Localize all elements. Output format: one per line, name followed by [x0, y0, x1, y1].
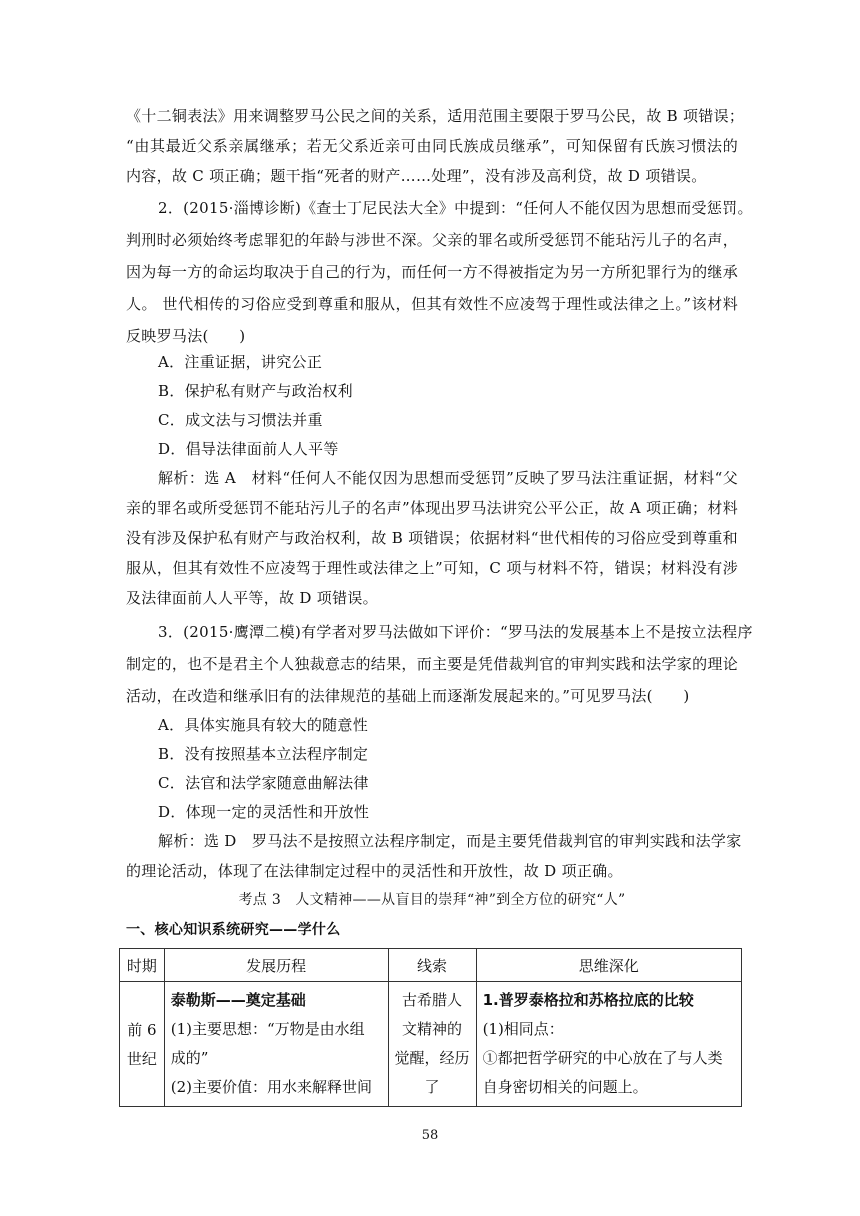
- text-line: “由其最近父系亲属继承；若无父系近亲可由同氏族成员继承”，可知保留有氏族习惯法的: [126, 137, 738, 155]
- cell-text: 自身密切相关的问题上。: [482, 1078, 648, 1096]
- header-development: 发展历程: [164, 949, 388, 982]
- cell-text: 前 6: [127, 1021, 157, 1039]
- option-a: A．注重证据，讲究公正: [158, 353, 323, 371]
- question-2-stem: 反映罗马法( ): [126, 327, 246, 345]
- option-a: A．具体实施具有较大的随意性: [158, 716, 369, 734]
- option-c: C．成文法与习惯法并重: [158, 411, 323, 429]
- text-line: 内容，故 C 项正确；题干指“死者的财产……处理”，没有涉及高利贷，故 D 项错误。: [126, 167, 707, 185]
- question-3-stem: 活动，在改造和继承旧有的法律规范的基础上而逐渐发展起来的。”可见罗马法( ): [126, 687, 690, 705]
- cell-text: 世纪: [126, 1050, 157, 1068]
- analysis-text: 解析：选 D 罗马法不是按照立法程序制定，而是主要凭借裁判官的审判实践和法学家: [158, 832, 742, 850]
- question-2-stem: 2．(2015·淄博诊断)《查士丁尼民法大全》中提到：“任何人不能仅因为思想而受惩罚。: [158, 199, 753, 217]
- text-line: 《十二铜表法》用来调整罗马公民之间的关系，适用范围主要限于罗马公民，故 B 项错误；: [126, 107, 745, 125]
- header-period: 时期: [120, 949, 165, 982]
- cell-clue: [388, 982, 476, 1107]
- option-b: B．没有按照基本立法程序制定: [158, 745, 369, 763]
- analysis-text: 没有涉及保护私有财产与政治权利，故 B 项错误；依据材料“世代相传的习俗应受到尊重和: [126, 529, 738, 547]
- cell-period: [120, 982, 165, 1107]
- cell-text: 1.普罗泰格拉和苏格拉底的比较: [482, 991, 694, 1009]
- cell-text: 古希腊人: [402, 991, 463, 1009]
- cell-thinking: [476, 982, 741, 1107]
- cell-text: ①都把哲学研究的中心放在了与人类: [482, 1049, 723, 1067]
- section-heading: 考点 3 人文精神——从盲目的崇拜“神”到全方位的研究“人”: [238, 892, 626, 908]
- analysis-text: 服从，但其有效性不应凌驾于理性或法律之上”可知，C 项与材料不符，错误；材料没有涉: [126, 559, 738, 577]
- knowledge-table: [119, 948, 742, 1107]
- table-row: [120, 982, 742, 1107]
- header-thinking: 思维深化: [476, 949, 741, 982]
- question-2-stem: 因为每一方的命运均取决于自己的行为，而任何一方不得被指定为另一方所犯罪行为的继承: [126, 263, 739, 281]
- cell-text: 了: [424, 1078, 440, 1096]
- analysis-text: 解析：选 A 材料“任何人不能仅因为思想而受惩罚”反映了罗马法注重证据，材料“父: [158, 469, 738, 487]
- cell-text: 觉醒，经历: [394, 1049, 470, 1067]
- question-2-stem: 人。 世代相传的习俗应受到尊重和服从，但其有效性不应凌驾于理性或法律之上。”该材料: [126, 295, 738, 313]
- cell-development: [164, 982, 388, 1107]
- analysis-text: 及法律面前人人平等，故 D 项错误。: [126, 589, 378, 607]
- cell-text: (1)相同点：: [482, 1020, 564, 1038]
- analysis-text: 亲的罪名或所受惩罚不能玷污儿子的名声”体现出罗马法讲究公平公正，故 A 项正确；材料: [126, 499, 739, 517]
- option-b: B．保护私有财产与政治权利: [158, 382, 353, 400]
- question-2-stem: 判刑时必须始终考虑罪犯的年龄与涉世不深。父亲的罪名或所受惩罚不能玷污儿子的名声，: [126, 231, 739, 249]
- cell-text: 文精神的: [402, 1020, 463, 1038]
- header-clue: 线索: [388, 949, 476, 982]
- analysis-text: 的理论活动，体现了在法律制定过程中的灵活性和开放性，故 D 项正确。: [126, 862, 623, 880]
- cell-text: 成的”: [170, 1049, 209, 1067]
- option-d: D．体现一定的灵活性和开放性: [158, 803, 370, 821]
- cell-text: (1)主要思想：“万物是由水组: [170, 1020, 365, 1038]
- question-3-stem: 3．(2015·鹰潭二模)有学者对罗马法做如下评价：“罗马法的发展基本上不是按立法程序: [158, 623, 753, 641]
- table-header-row: [120, 949, 742, 982]
- cell-text: 泰勒斯——奠定基础: [170, 991, 306, 1009]
- subheading: 一、核心知识系统研究——学什么: [126, 922, 341, 938]
- option-d: D．倡导法律面前人人平等: [158, 440, 339, 458]
- cell-text: (2)主要价值：用水来解释世间: [170, 1078, 373, 1096]
- page-number: 58: [421, 1128, 439, 1143]
- option-c: C．法官和法学家随意曲解法律: [158, 774, 369, 792]
- question-3-stem: 制定的，也不是君主个人独裁意志的结果，而主要是凭借裁判官的审判实践和法学家的理论: [126, 655, 739, 673]
